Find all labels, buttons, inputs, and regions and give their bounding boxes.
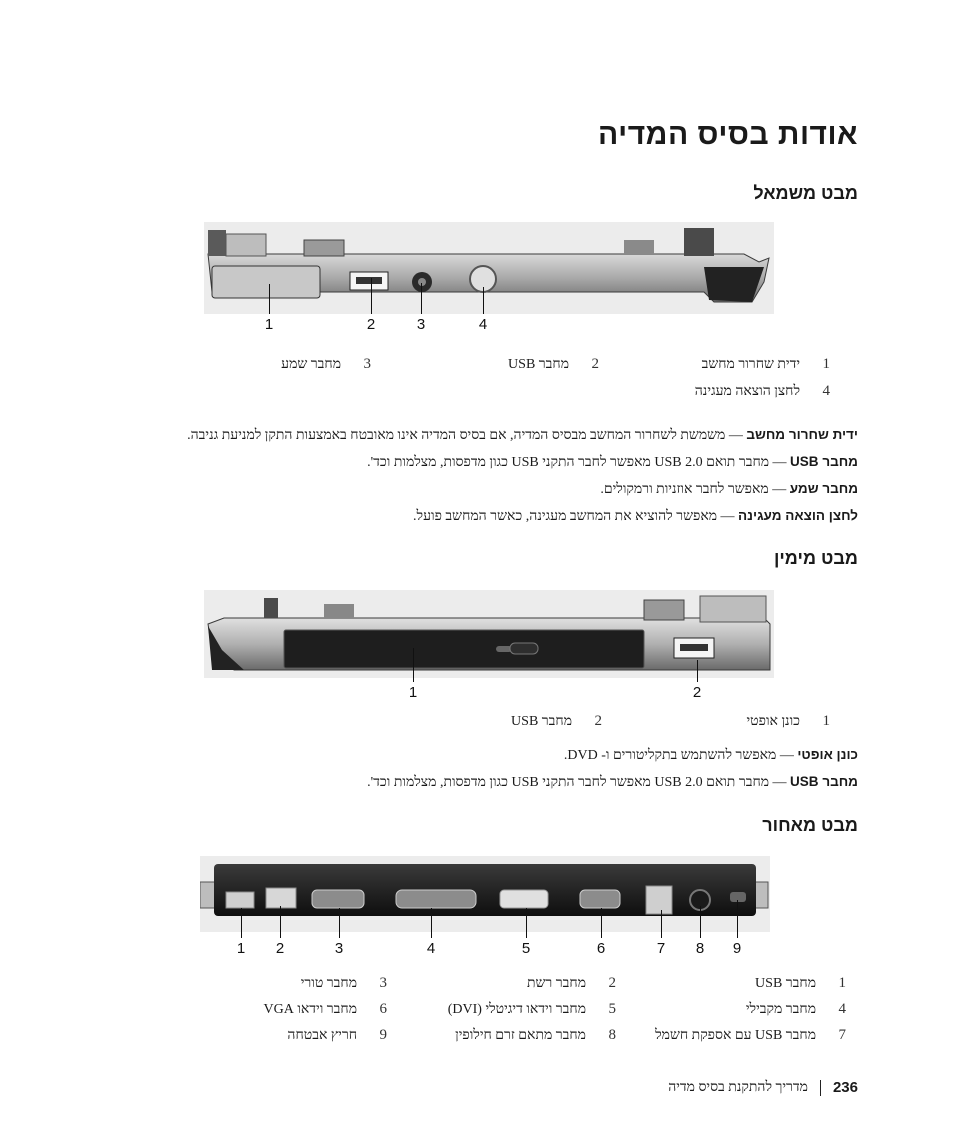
page-footer [668, 1079, 858, 1096]
right-callout-1: 1 [408, 684, 418, 701]
page-title: אודות בסיס המדיה [597, 118, 858, 151]
right-callout-2: 2 [692, 684, 702, 701]
back-legend-6: 6 מחבר וידאו VGA [263, 1001, 387, 1017]
left-callout-2: 2 [366, 316, 376, 333]
left-legend-2: 2 מחבר USB [508, 356, 599, 372]
left-legend-4: 4 לחצן הוצאה מעגינה [694, 383, 830, 399]
back-callout-6: 6 [596, 940, 606, 957]
left-desc-4: לחצן הוצאה מעגינה — מאפשר להוציא את המחשב מעגינה, כאשר המחשב פועל. [413, 508, 858, 524]
back-legend-8: 8 מחבר מתאם זרם חילופין [455, 1027, 616, 1043]
back-view-photo [200, 856, 770, 932]
back-callout-1: 1 [236, 940, 246, 957]
left-legend-3: 3 מחבר שמע [281, 356, 371, 372]
guide-title: מדריך להתקנת בסיס מדיה [668, 1079, 808, 1095]
back-legend-5: 5 מחבר וידאו דיגיטלי (DVI) [447, 1001, 616, 1017]
left-view-heading: מבט משמאל [753, 183, 858, 203]
back-callout-7: 7 [656, 940, 666, 957]
left-legend-1: 1 ידית שחרור מחשב [701, 356, 830, 372]
left-desc-2: מחבר USB — מחבר תואם USB 2.0 מאפשר לחבר התקני USB כגון מדפסות, מצלמות וכד'. [367, 454, 858, 470]
right-desc-1: כונן אופטי — מאפשר להשתמש בתקליטורים ו- DVD. [563, 747, 858, 763]
back-callout-4: 4 [426, 940, 436, 957]
page-number: 236 [832, 1079, 858, 1096]
left-desc-1: ידית שחרור מחשב — משמשת לשחרור המחשב מבסיס המדיה, אם בסיס המדיה אינו מאובטח באמצעות התקן למניעת גניבה. [187, 427, 858, 443]
left-callout-1: 1 [264, 316, 274, 333]
left-callout-3: 3 [416, 316, 426, 333]
back-callout-5: 5 [521, 940, 531, 957]
footer-divider [820, 1080, 821, 1096]
right-view-photo [204, 590, 774, 678]
right-legend-2: 2 מחבר USB [511, 713, 602, 729]
back-legend-7: 7 מחבר USB עם אספקת חשמל [655, 1027, 846, 1043]
back-callout-2: 2 [275, 940, 285, 957]
back-view-heading: מבט מאחור [762, 815, 858, 835]
back-legend-1: 1 מחבר USB [755, 975, 846, 991]
back-legend-3: 3 מחבר טורי [300, 975, 387, 991]
back-callout-8: 8 [695, 940, 705, 957]
left-callout-4: 4 [478, 316, 488, 333]
back-callout-3: 3 [334, 940, 344, 957]
left-desc-3: מחבר שמע — מאפשר לחבר אוזניות ורמקולים. [600, 481, 858, 497]
back-legend-9: 9 חריץ אבטחה [287, 1027, 387, 1043]
right-view-heading: מבט מימין [773, 548, 858, 568]
back-callout-9: 9 [732, 940, 742, 957]
right-legend-1: 1 כונן אופטי [746, 713, 830, 729]
back-legend-4: 4 מחבר מקבילי [745, 1001, 846, 1017]
right-desc-2: מחבר USB — מחבר תואם USB 2.0 מאפשר לחבר התקני USB כגון מדפסות, מצלמות וכד'. [367, 774, 858, 790]
left-view-photo [204, 222, 774, 314]
back-legend-2: 2 מחבר רשת [526, 975, 616, 991]
